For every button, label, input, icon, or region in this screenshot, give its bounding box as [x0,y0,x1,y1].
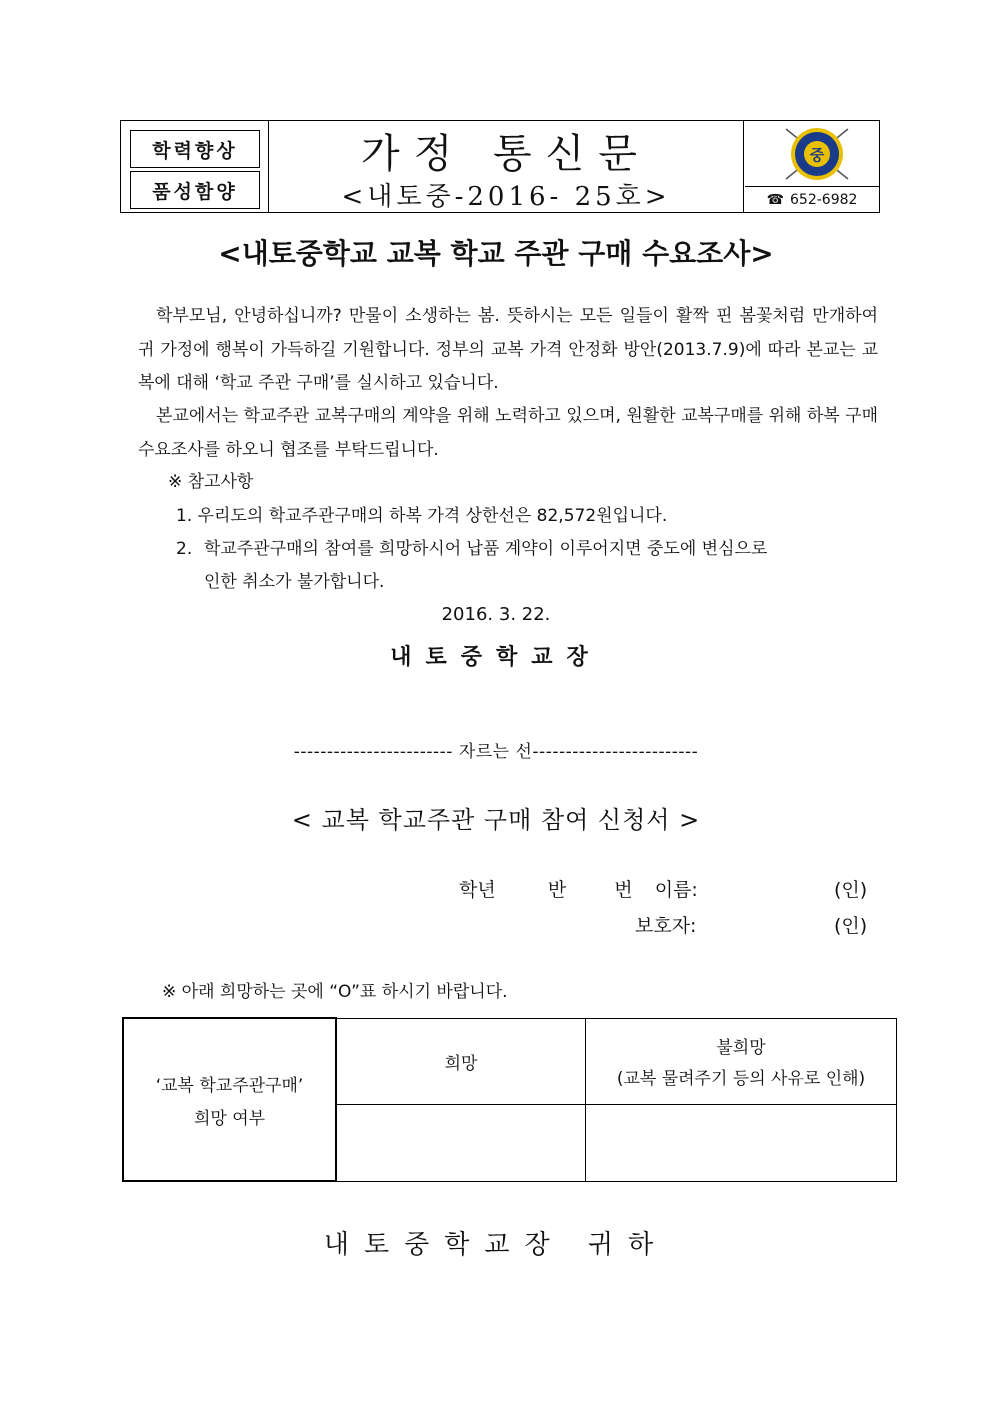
grade-label: 학년 [459,879,496,901]
guardian-label: 보호자: [635,915,697,937]
guardian-seal: (인) [834,915,868,937]
logo-emblem-char: 중 [809,146,825,164]
form-title: < 교복 학교주관 구매 참여 신청서 > [291,806,701,834]
row-header-line2: 희망 여부 [193,1108,266,1129]
reference-item-2-number: 2. [176,539,193,559]
document-number: <내토중-2016- 25호> [341,182,671,212]
phone-icon: ☎ [766,191,785,208]
want-answer-cell[interactable] [336,1104,586,1181]
request-paragraph: 본교에서는 학교주관 교복구매의 계약을 위해 노력하고 있으며, 원활한 교복구매를 위해 하복 구매 수요조사를 하오니 협조를 부탁드립니다. [138,406,878,460]
document-title: 가정 통신문 [361,131,651,177]
intro-paragraph: 학부모님, 안녕하십니까? 만물이 소생하는 봄. 뜻하시는 모든 일들이 활짝 핀 봄꽃처럼 만개하여 귀 가정에 행복이 가득하길 기원합니다. 정부의 교복 가격 안정화 방안(2013.7.9)에 따라 본교는 교복에 대해 ‘학교 주관 구매’를 실시하고 있습니다. [138,306,878,393]
row-header-cell [123,1018,336,1181]
phone-number: 652-6982 [790,191,858,208]
col-want-header: 희망 [336,1018,586,1104]
number-label: 번 [614,879,633,901]
reference-item-2 [176,533,876,566]
student-info-line [459,875,698,902]
class-label: 반 [547,879,567,901]
col-not-want-line2: (교복 물려주기 등의 사유로 인해) [616,1069,866,1089]
phone-box [745,186,879,212]
motto-character: 품성함양 [130,171,260,209]
row-header-line1: ‘교복 학교주관구매’ [155,1075,304,1096]
reference-heading: ※ 참고사항 [168,472,254,492]
issue-date: 2016. 3. 22. [441,604,551,625]
main-title: <내토중학교 교복 학교 주관 구매 수요조사> [218,237,774,270]
choice-table [122,1017,897,1182]
motto-academic: 학력향상 [130,130,260,168]
header-divider-right [743,120,744,213]
reference-item-2-continued: 인한 취소가 불가합니다. [204,572,385,592]
reference-item-1: 1. 우리도의 학교주관구매의 하복 가격 상한선은 82,572원입니다. [176,506,668,526]
student-seal: (인) [834,879,868,901]
cut-line: ------------------------ 자르는 선------------------------- [293,742,699,762]
col-not-want-line1: 불희망 [716,1038,766,1058]
instruction-note: ※ 아래 희망하는 곳에 “O”표 하시기 바랍니다. [162,982,508,1002]
principal-signature: 내토중학교장 [390,645,602,670]
reference-item-2-text: 학교주관구매의 참여를 희망하시어 납품 계약이 이루어지면 중도에 변심으로 [204,539,768,559]
school-logo [780,127,854,181]
col-not-want-header [586,1018,897,1104]
footer-addressee: 내토중학교장 귀하 [323,1230,669,1260]
not-want-answer-cell[interactable] [586,1104,897,1181]
name-label: 이름: [654,879,698,901]
